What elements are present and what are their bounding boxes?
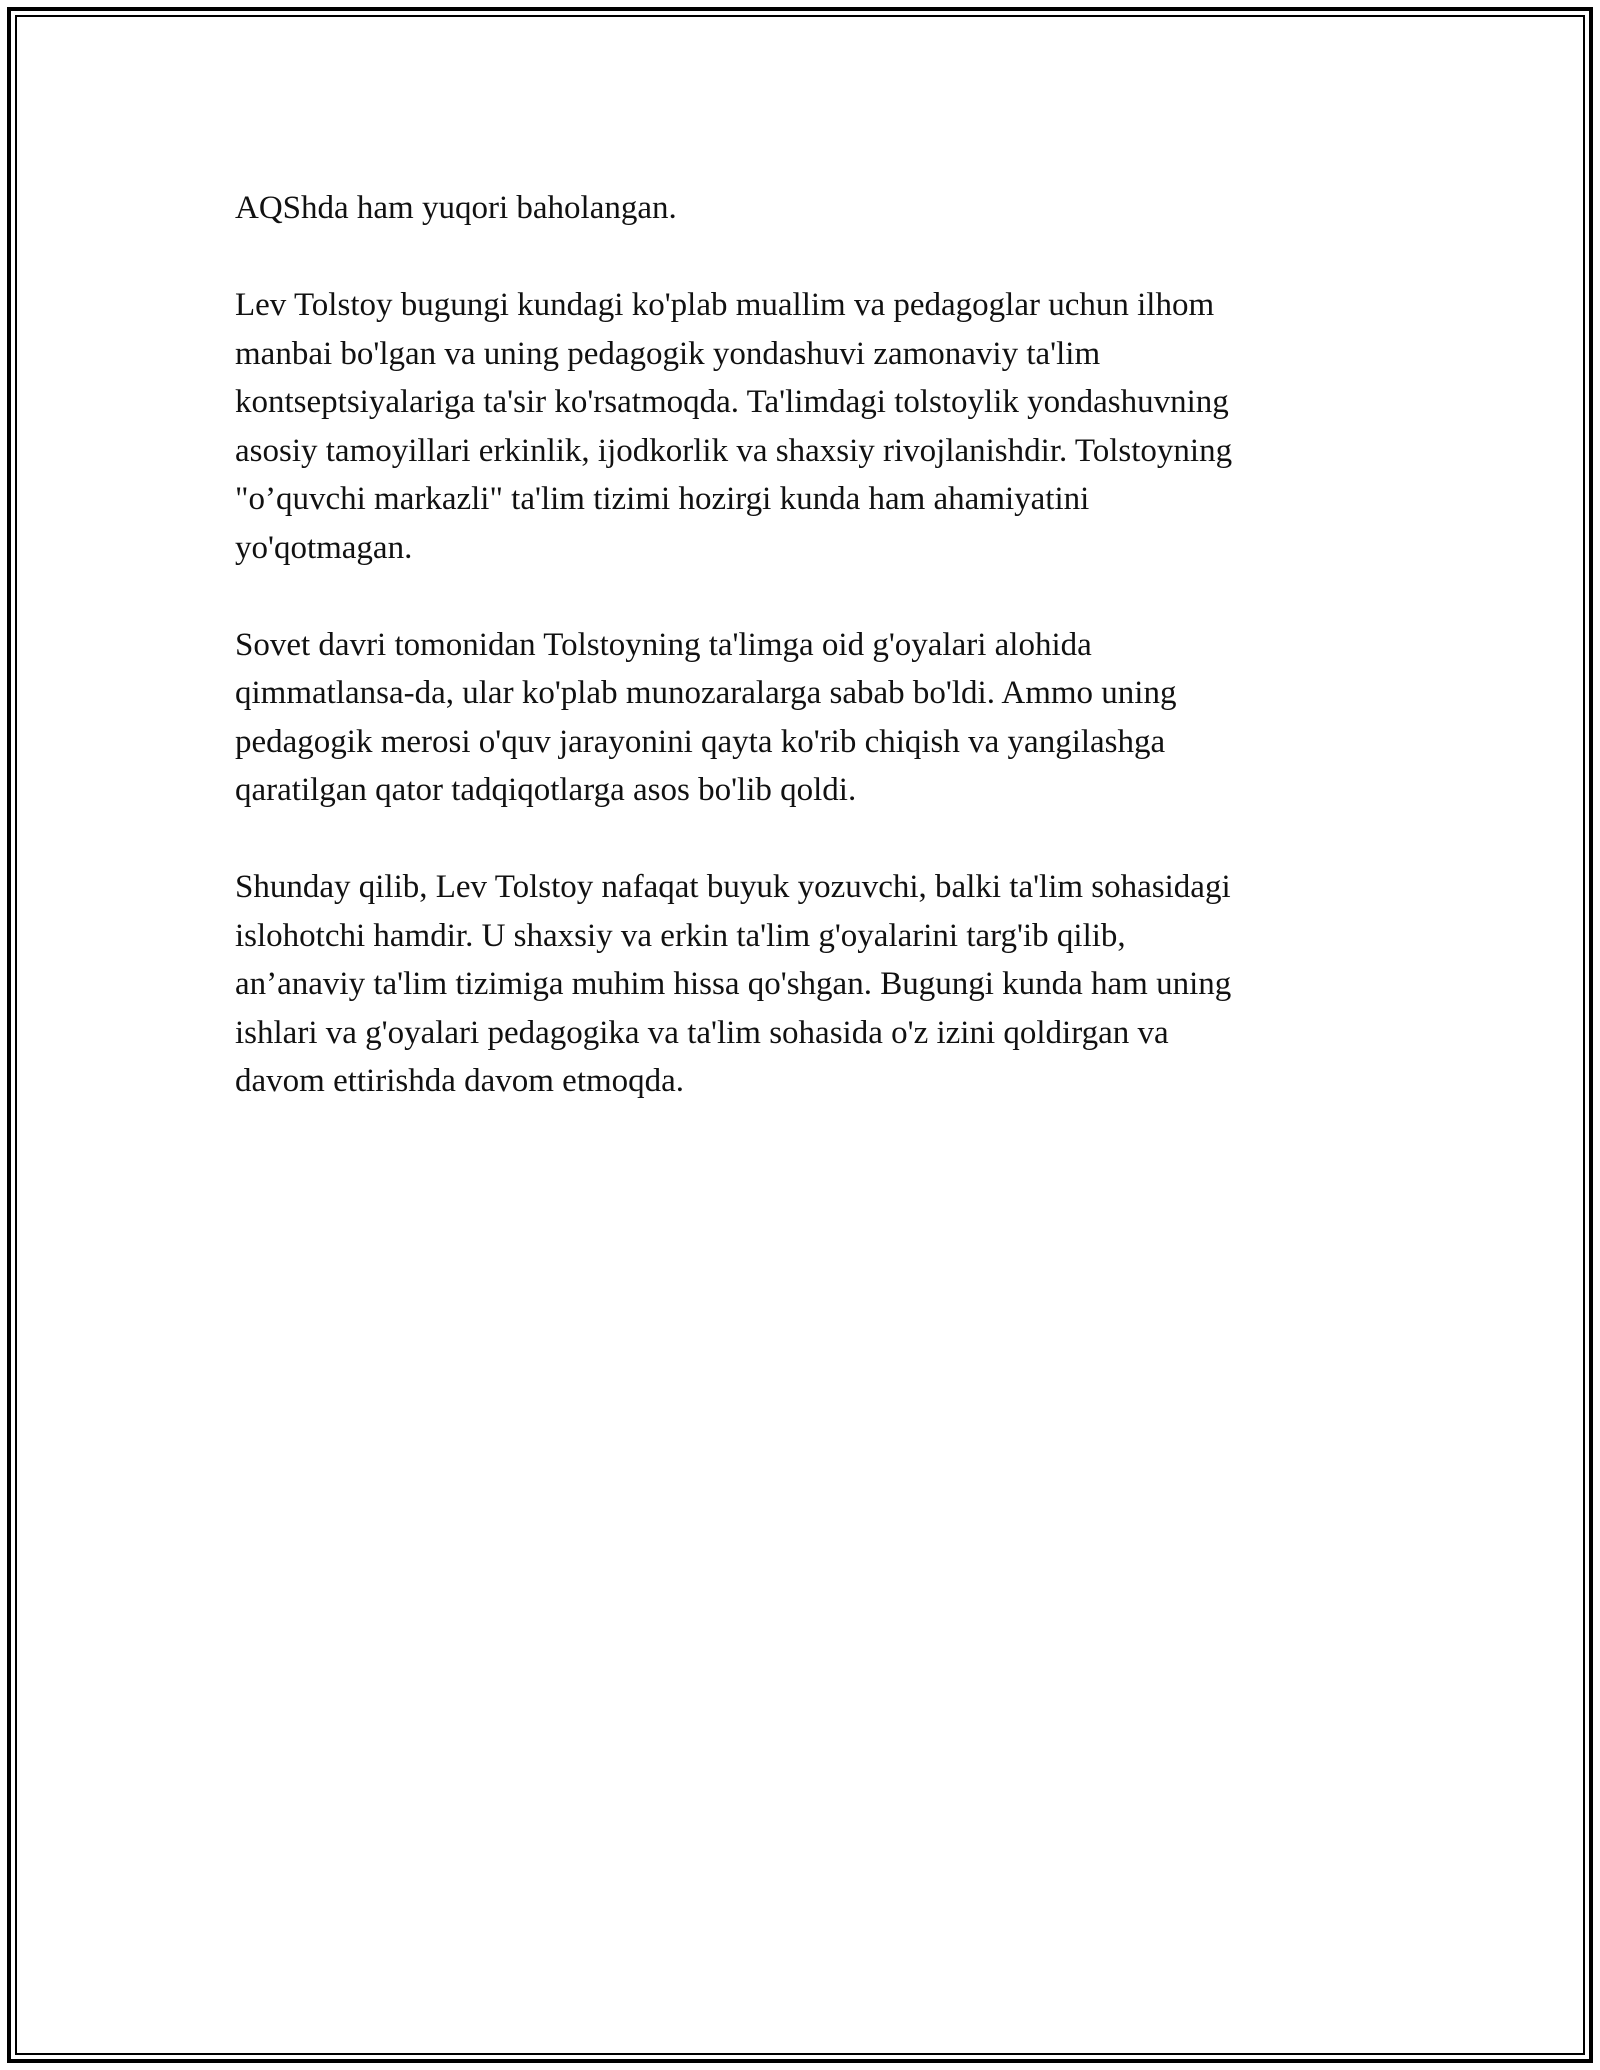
paragraph-4: Shunday qilib, Lev Tolstoy nafaqat buyuk yozuvchi, balki ta'lim sohasidagi islohotchi hamdir. U shaxsiy va erkin ta'lim g'oyalarini targ'ib qilib, an’anaviy ta'lim tizimiga muhim hissa qo'shgan. Bugungi kunda ham uning ishlari va g'oyalari pedagogika va ta'lim sohasida o'z izini qoldirgan va davom ettirishda davom etmoqda. <box>235 869 1232 1099</box>
paragraph-3: Sovet davri tomonidan Tolstoyning ta'limga oid g'oyalari alohida qimmatlansa-da, ular ko'plab munozaralarga sabab bo'ldi. Ammo uning pedagogik merosi o'quv jarayonini qayta ko'rib chiqish va yangilashga qaratilgan qator tadqiqotlarga asos bo'lib qoldi. <box>235 626 1177 808</box>
paragraph-1: AQShda ham yuqori baholangan. <box>235 190 677 226</box>
paragraph-2: Lev Tolstoy bugungi kundagi ko'plab muallim va pedagoglar uchun ilhom manbai bo'lgan va uning pedagogik yondashuvi zamonaviy ta'lim kontseptsiyalariga ta'sir ko'rsatmoqda. Ta'limdagi tolstoylik yondashuvning asosiy tamoyillari erkinlik, ijodkorlik va shaxsiy rivojlanishdir. Tolstoyning "o’quvchi markazli" ta'lim tizimi hozirgi kunda ham ahamiyatini yo'qotmagan. <box>235 287 1233 566</box>
document-body <box>235 184 1375 1154</box>
